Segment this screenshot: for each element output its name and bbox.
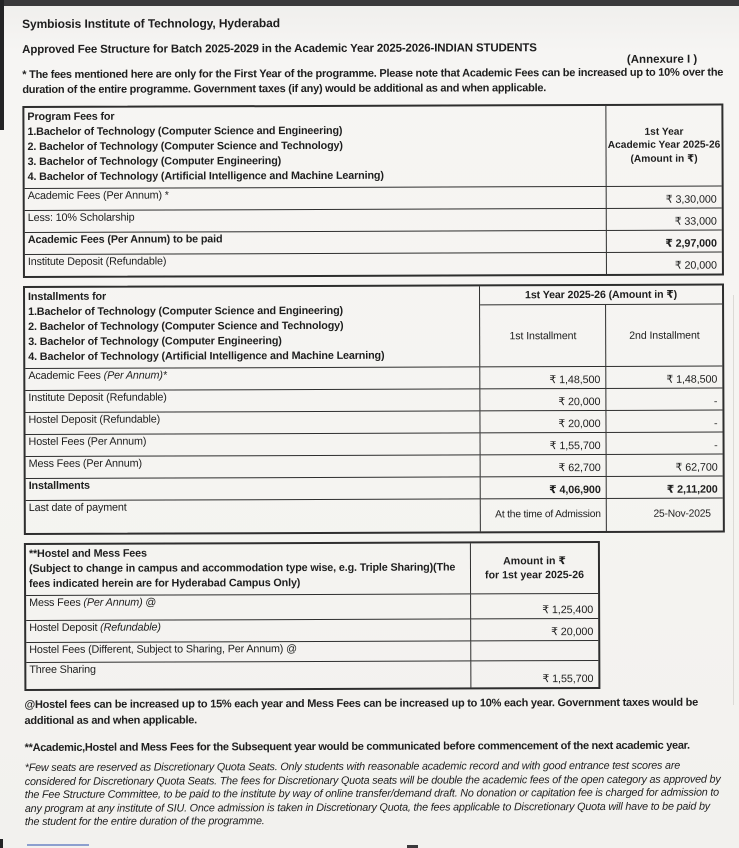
first-installment-amount: ₹ 1,55,700 [480, 433, 606, 454]
second-installment-header: 2nd Installment [606, 305, 723, 366]
hostel-mess-table [24, 541, 601, 691]
annexure-label: (Annexure I ) [626, 53, 698, 66]
first-year-note: * The fees mentioned here are only for the First Year of the programme. Please note that Academic Fees can be increased up to 10% over the duration of the entire programme. Government taxes (if any) would be additional as and when applicable. [22, 66, 724, 96]
table-row [25, 230, 722, 254]
row-label [25, 389, 479, 412]
installments-header [25, 286, 722, 368]
installments-table [23, 284, 725, 535]
row-label-text: Hostel Deposit [29, 621, 101, 634]
row-label [26, 661, 470, 689]
second-installment-amount: - [605, 411, 722, 432]
row-label-text: Mess Fees [29, 596, 84, 609]
program-list [24, 106, 605, 188]
row-label-text: Academic Fees (Per Annum) * [27, 189, 169, 202]
program-fees-table [22, 104, 724, 278]
row-label-text: Academic Fees [28, 369, 104, 382]
row-label [26, 499, 480, 533]
table-row [26, 640, 598, 662]
table-row [25, 410, 722, 434]
hostel-mess-title-block [26, 543, 470, 595]
span-header: 1st Year 2025-26 (Amount in ₹) [480, 286, 722, 306]
scan-right-page-edge [733, 295, 734, 705]
row-label-text: Hostel Fees (Per Annum) [28, 435, 147, 448]
fee-structure-subtitle: Approved Fee Structure for Batch 2025-2029 in the Academic Year 2025-2026-INDIAN STUDENTS [22, 42, 537, 56]
table-row [26, 660, 598, 689]
amount-header-line: Amount in ₹ [503, 555, 566, 568]
second-installment-amount: ₹ 1,48,500 [605, 367, 722, 388]
row-label-text: Institute Deposit (Refundable) [27, 255, 167, 268]
page-title: Symbiosis Institute of Technology, Hyderabad [22, 16, 280, 31]
row-label-text: Hostel Deposit (Refundable) [28, 413, 161, 426]
program-line: 3. Bachelor of Technology (Computer Engineering) [28, 335, 282, 348]
table-subtitle: (Subject to change in campus and accommodation type wise, e.g. Triple Sharing)(The fees indicated herein are for Hyderabad Campus Only) [28, 561, 456, 590]
row-label [25, 231, 606, 254]
row-label [25, 253, 606, 276]
table-row [25, 186, 722, 210]
row-label [26, 641, 470, 662]
installments-columns-header [479, 286, 722, 367]
table-row [25, 388, 722, 412]
row-label [25, 411, 479, 434]
hostel-increase-note: @Hostel fees can be increased up to 15% each year and Mess Fees can be increased up to 10% each year. Government taxes would be additional as and when applicable. [24, 696, 698, 727]
first-installment-amount: ₹ 4,06,900 [480, 477, 606, 498]
table-title: Installments for [28, 290, 107, 303]
second-installment-amount: - [605, 389, 722, 410]
hostel-mess-header [26, 543, 598, 595]
row-label-italic: (Per Annum) [83, 596, 143, 609]
row-label-text: Hostel Fees (Different, Subject to Sharing, Per Annum) @ [29, 643, 297, 656]
table-row [25, 252, 722, 276]
program-line: 3. Bachelor of Technology (Computer Engineering) [27, 155, 282, 168]
row-amount: ₹ 3,30,000 [606, 187, 722, 208]
program-line: 4. Bachelor of Technology (Artificial Intelligence and Machine Learning) [27, 169, 384, 183]
row-amount: ₹ 20,000 [606, 253, 722, 274]
scan-bottom-left-edge [0, 839, 3, 848]
scan-left-edge [0, 0, 4, 130]
table-row [26, 498, 723, 533]
scan-blue-mark [27, 844, 89, 846]
program-fees-header [24, 106, 721, 188]
table-title: Program Fees for [27, 110, 115, 123]
first-installment-amount: ₹ 62,700 [480, 455, 606, 476]
discretionary-quota-note: *Few seats are reserved as Discretionary Quota Seats. Only students with reasonable academic record and with good entrance test scores are considered for Discretionary Quota Seats. The fees for Discretionary Quota seats will be double the academic fees of the open category as approved by the Fee Structure Committee, to be paid to the institute by way of online transfer/demand draft. No donation or capitation fee is charged for admission to any program at any institute of SIU. Once admission is taken in Discretionary Quota, the fees applicable to Discretionary Quota will have to be paid by the student for the entire duration of the programme. [24, 759, 721, 828]
amount-header-line: (Amount in ₹) [630, 153, 698, 165]
program-line: 1.Bachelor of Technology (Computer Science and Engineering) [28, 304, 344, 318]
row-label-italic: (Refundable) [100, 621, 161, 634]
table-row [26, 618, 598, 642]
second-installment-amount: - [606, 433, 723, 454]
first-installment-amount: ₹ 1,48,500 [479, 367, 605, 388]
row-label [26, 433, 480, 456]
row-label-text: Mess Fees (Per Annum) [28, 457, 142, 470]
amount-column-header [605, 106, 721, 186]
program-line: 1.Bachelor of Technology (Computer Science and Engineering) [27, 124, 343, 138]
row-label-text: Institute Deposit (Refundable) [28, 391, 167, 404]
program-line: 4. Bachelor of Technology (Artificial Intelligence and Machine Learning) [28, 349, 385, 363]
row-amount: ₹ 1,55,700 [470, 661, 598, 687]
second-installment-amount: ₹ 2,11,200 [606, 477, 723, 498]
row-label-text: Last date of payment [28, 501, 127, 514]
row-label [26, 594, 470, 620]
table-row [26, 476, 723, 500]
table-row [26, 593, 598, 620]
amount-header-line: 1st Year [644, 126, 684, 138]
first-installment-amount: ₹ 20,000 [479, 389, 605, 410]
second-installment-amount: 25-Nov-2025 [606, 499, 723, 531]
table-row [26, 454, 723, 478]
program-line: 2. Bachelor of Technology (Computer Science and Technology) [28, 319, 344, 333]
row-label [25, 187, 606, 210]
row-label-text: Academic Fees (Per Annum) to be paid [27, 233, 223, 246]
first-installment-amount: ₹ 20,000 [479, 411, 605, 432]
row-label-text: @ [142, 596, 157, 609]
row-label [25, 367, 479, 390]
row-amount: ₹ 1,25,400 [470, 594, 598, 618]
program-line: 2. Bachelor of Technology (Computer Science and Technology) [27, 139, 343, 153]
amount-header-line: Academic Year 2025-26 [607, 139, 721, 152]
row-amount: ₹ 2,97,000 [606, 231, 722, 252]
row-label-text: Less: 10% Scholarship [27, 211, 135, 224]
subsequent-year-note: **Academic,Hostel and Mess Fees for the Subsequent year would be communicated before commencement of the next academic year. [24, 739, 690, 754]
row-label [25, 209, 606, 232]
row-amount: ₹ 33,000 [606, 209, 722, 230]
table-row [25, 366, 722, 390]
row-label-italic: (Per Annum)* [103, 369, 167, 382]
second-installment-amount: ₹ 62,700 [606, 455, 723, 476]
row-amount: ₹ 20,000 [470, 619, 598, 640]
program-list [25, 286, 479, 368]
table-title: **Hostel and Mess Fees [28, 547, 147, 560]
amount-column-header [470, 543, 598, 593]
row-label [26, 477, 480, 500]
row-label [26, 455, 480, 478]
first-installment-amount: At the time of Admission [480, 499, 606, 531]
row-amount [470, 641, 598, 660]
table-row [26, 432, 723, 456]
row-label-text: Installments [28, 479, 90, 492]
row-label-text: Three Sharing [29, 663, 96, 676]
row-label [26, 619, 470, 642]
first-installment-header: 1st Installment [509, 329, 577, 342]
table-row [25, 208, 722, 232]
amount-header-line: for 1st year 2025-26 [485, 569, 585, 582]
